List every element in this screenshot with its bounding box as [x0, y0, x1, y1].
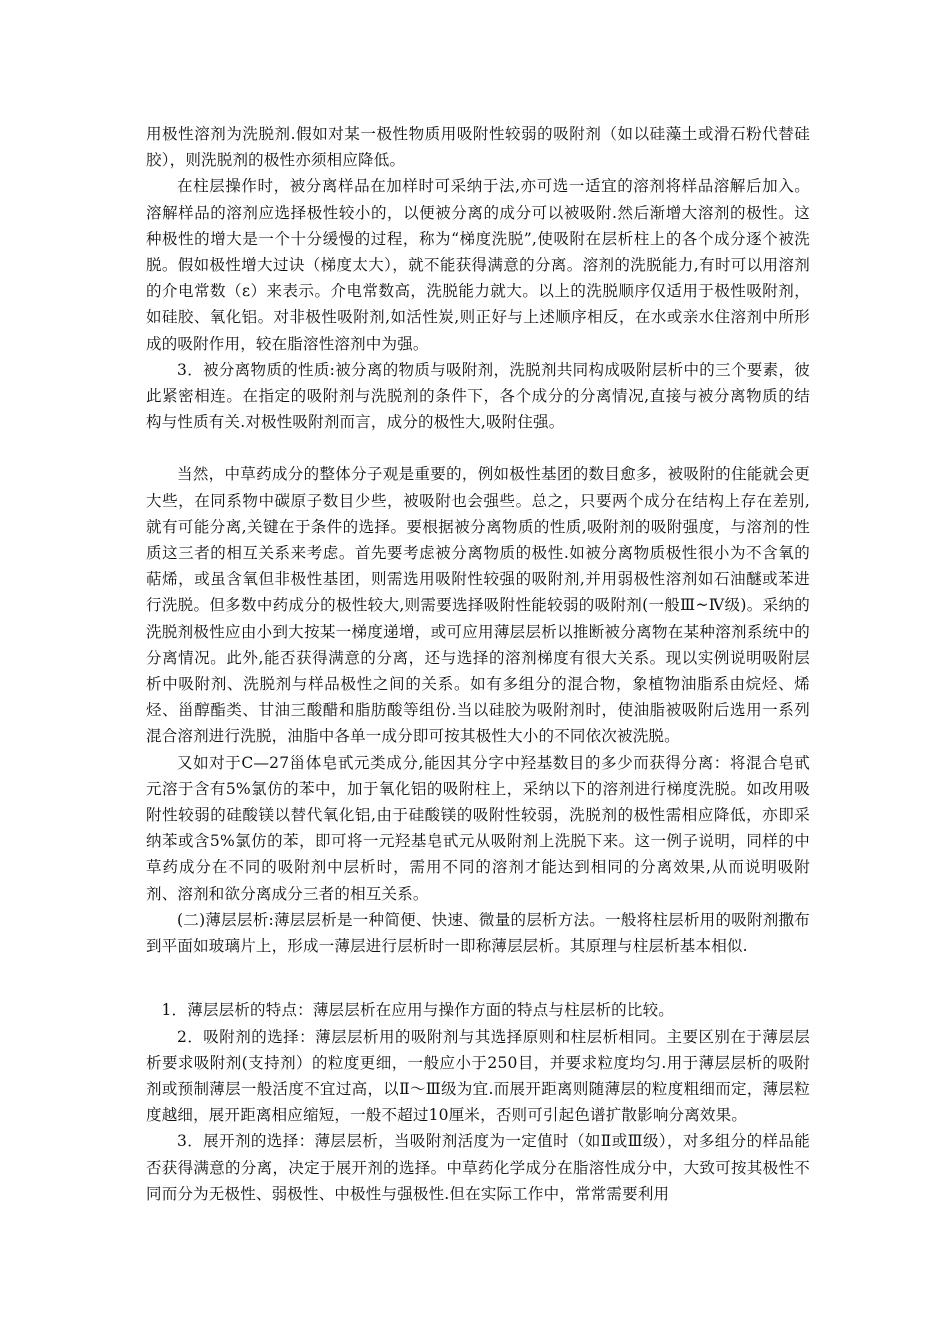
- paragraph-gap: [146, 959, 810, 997]
- paragraph-7: 1．薄层层析的特点：薄层层析在应用与操作方面的特点与柱层析的比较。: [161, 1001, 674, 1020]
- document-page: [146, 121, 810, 1207]
- paragraph-9: 3．展开剂的选择：薄层层析，当吸附剂活度为一定值时（如Ⅱ或Ⅲ级），对多组分的样品能否获得满意的分离，决定于展开剂的选择。中草药化学成分在脂溶性成分中，大致可按其极性不同而分为无极性、弱极性、中极性与强极性.但在实际工作中，常常需要利用: [146, 1132, 810, 1203]
- paragraph-gap: [146, 435, 810, 461]
- paragraph-8: 2．吸附剂的选择：薄层层析用的吸附剂与其选择原则和柱层析相同。主要区别在于薄层层析要求吸附剂(支持剂）的粒度更细，一般应小于250目，并要求粒度均匀.用于薄层层析的吸附剂或预制薄层一般活度不宜过高，以Ⅱ～Ⅲ级为宜.而展开距离则随薄层的粒度粗细而定，薄层粒度越细，展开距离相应缩短，一般不超过10厘米，否则可引起色谱扩散影响分离效果。: [146, 1027, 810, 1125]
- paragraph-5: 又如对于C—27甾体皂甙元类成分,能因其分字中羟基数目的多少而获得分离：将混合皂甙元溶于含有5%氯仿的苯中，加于氧化铝的吸附柱上，采纳以下的溶剂进行梯度洗脱。如改用吸附性较弱的硅酸镁以替代氧化铝,由于硅酸镁的吸附性较弱，洗脱剂的极性需相应降低，亦即采纳苯或含5%氯仿的苯，即可将一元羟基皂甙元从吸附剂上洗脱下来。这一例子说明，同样的中草药成分在不同的吸附剂中层析时，需用不同的溶剂才能达到相同的分离效果,从而说明吸附剂、溶剂和欲分离成分三者的相互关系。: [146, 753, 810, 903]
- paragraph-4: 当然，中草药成分的整体分子观是重要的，例如极性基团的数目愈多，被吸附的住能就会更大些，在同系物中碳原子数目少些，被吸附也会强些。总之，只要两个成分在结构上存在差别,就有可能分离,关键在于条件的选择。要根据被分离物质的性质,吸附剂的吸附强度，与溶剂的性质这三者的相互关系来考虑。首先要考虑被分离物质的极性.如被分离物质极性很小为不含氧的萜烯，或虽含氧但非极性基团，则需选用吸附性较强的吸附剂,并用弱极性溶剂如石油醚或苯进行洗脱。但多数中药成分的极性较大,则需要选择吸附性能较弱的吸附剂(一般Ⅲ~Ⅳ级)。采纳的洗脱剂极性应由小到大按某一梯度递增，或可应用薄层层析以推断被分离物在某种溶剂系统中的分离情况。此外,能否获得满意的分离，还与选择的溶剂梯度有很大关系。现以实例说明吸附层析中吸附剂、洗脱剂与样品极性之间的关系。如有多组分的混合物，象植物油脂系由烷烃、烯烃、甾醇酯类、甘油三酸醋和脂肪酸等组份.当以硅胶为吸附剂时，使油脂被吸附后选用一系列混合溶剂进行洗脱，油脂中各单一成分即可按其极性大小的不同依次被洗脱。: [146, 465, 810, 746]
- paragraph-1: 用极性溶剂为洗脱剂.假如对某一极性物质用吸附性较弱的吸附剂（如以硅藻土或滑石粉代替硅胶），则洗脱剂的极性亦须相应降低。: [146, 125, 810, 170]
- paragraph-6: (二)薄层层析:薄层层析是一种简便、快速、微量的层析方法。一般将柱层析用的吸附剂撒布到平面如玻璃片上，形成一薄层进行层析时一即称薄层层析。其原理与柱层析基本相似.: [146, 910, 810, 956]
- paragraph-3: 3．被分离物质的性质:被分离的物质与吸附剂，洗脱剂共同构成吸附层析中的三个要素，彼此紧密相连。在指定的吸附剂与洗脱剂的条件下，各个成分的分离情况,直接与被分离物质的结构与性质有关.对极性吸附剂而言，成分的极性大,吸附住强。: [146, 360, 810, 432]
- paragraph-2: 在柱层操作时，被分离样品在加样时可采纳于法,亦可选一适宜的溶剂将样品溶解后加入。溶解样品的溶剂应选择极性较小的，以便被分离的成分可以被吸附.然后渐增大溶剂的极性。这种极性的增大是一个十分缓慢的过程，称为“梯度洗脱”,使吸附在层析柱上的各个成分逐个被洗脱。假如极性增大过诀（梯度太大），就不能获得满意的分离。溶剂的洗脱能力,有时可以用溶剂的介电常数（ε）来表示。介电常数高，洗脱能力就大。以上的洗脱顺序仅适用于极性吸附剂，如硅胶、氧化铝。对非极性吸附剂,如活性炭,则正好与上述顺序相反，在水或亲水住溶剂中所形成的吸附作用，较在脂溶性溶剂中为强。: [146, 177, 810, 353]
